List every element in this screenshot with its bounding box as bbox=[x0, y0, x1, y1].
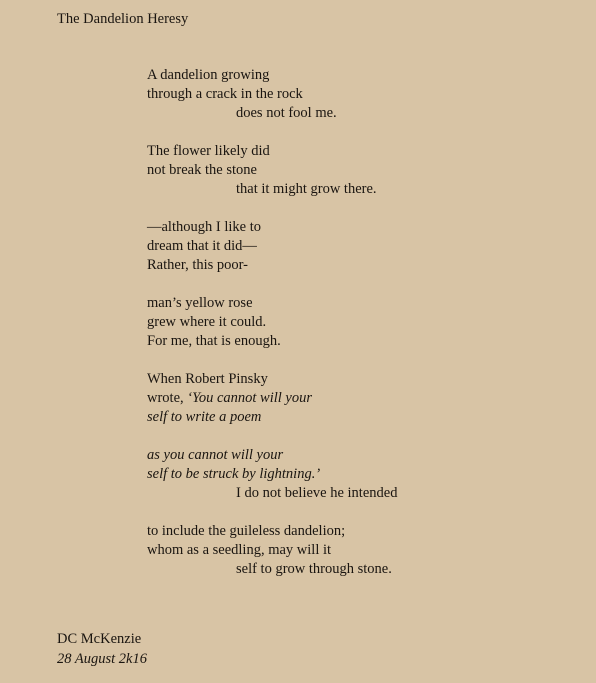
poem-line: When Robert Pinsky bbox=[147, 371, 268, 387]
poem-line: grew where it could. bbox=[147, 314, 267, 330]
poem-line: Rather, this poor- bbox=[147, 257, 249, 273]
author-name: DC McKenzie bbox=[57, 631, 142, 647]
poem-line: whom as a seedling, may will it bbox=[147, 542, 332, 558]
poem-line: I do not believe he intended bbox=[236, 485, 398, 501]
stanza bbox=[147, 142, 567, 199]
stanza bbox=[147, 66, 567, 123]
poem-line: to include the guileless dandelion; bbox=[147, 523, 346, 539]
poem-line: For me, that is enough. bbox=[147, 333, 281, 349]
quotation-line: self to be struck by lightning.’ bbox=[147, 466, 321, 482]
poem-line: man’s yellow rose bbox=[147, 295, 253, 311]
signature bbox=[57, 629, 147, 669]
stanza bbox=[147, 370, 567, 427]
stanza bbox=[147, 218, 567, 275]
quotation-line: self to write a poem bbox=[147, 409, 262, 425]
poem-date: 28 August 2k16 bbox=[57, 651, 147, 667]
quotation-line: as you cannot will your bbox=[147, 447, 284, 463]
quotation-text: ‘You cannot will your bbox=[187, 390, 313, 406]
stanza bbox=[147, 294, 567, 351]
poem-line: not break the stone bbox=[147, 162, 257, 178]
poem-line: self to grow through stone. bbox=[236, 561, 392, 577]
poem-line: through a crack in the rock bbox=[147, 86, 303, 102]
poem-line: A dandelion growing bbox=[147, 67, 270, 83]
poem-body bbox=[147, 66, 567, 598]
poem-line: The flower likely did bbox=[147, 143, 270, 159]
stanza bbox=[147, 446, 567, 503]
poem-line: —although I like to bbox=[147, 219, 261, 235]
poem-title: The Dandelion Heresy bbox=[57, 11, 189, 27]
line-roman-text: wrote, bbox=[147, 390, 188, 406]
poem-line: that it might grow there. bbox=[236, 181, 377, 197]
poem-line bbox=[147, 389, 567, 408]
poem-line: does not fool me. bbox=[236, 105, 337, 121]
stanza bbox=[147, 522, 567, 579]
poem-line: dream that it did— bbox=[147, 238, 257, 254]
